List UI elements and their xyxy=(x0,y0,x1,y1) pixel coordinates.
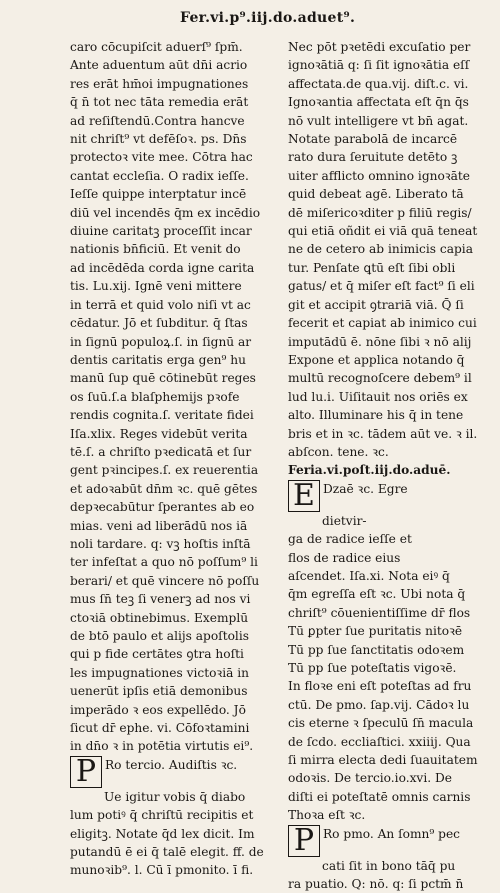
text-line: cēdatur. Jō et ſubditur. q̄ ſtas xyxy=(70,316,248,331)
text-line: aſcendet. Iſa.xi. Nota eiꝰ q̄ xyxy=(288,568,450,583)
text-line: protectoꝛ vite mee. Cōtra hac xyxy=(70,150,253,165)
text-line: Tū pp ſue ſanctitatis odoꝛem xyxy=(288,642,465,657)
section-heading: Feria.vi.poſt.iij.do.aduē. xyxy=(288,463,451,478)
text-line: Tū ꝑpter ſue puritatis nitoꝛē xyxy=(288,624,463,639)
right-column-lines-after-capital xyxy=(288,530,490,825)
text-line: Tū pp ſue poteſtatis vigoꝛē. xyxy=(288,661,457,675)
text-line: abſcon. tene. ꝛc. xyxy=(288,444,389,459)
text-line: ter infeſtat a quo nō poſſum⁹ li xyxy=(70,555,258,570)
text-line: Thoꝛa eſt ꝛc. xyxy=(288,808,366,823)
text-line: ne de cetero ab inimicis capia xyxy=(288,242,473,257)
right-capital-text-1: Dzaē ꝛc. Egre xyxy=(323,481,408,496)
right-column xyxy=(288,38,490,892)
right-initial-line-1 xyxy=(288,822,490,858)
text-line: Nec pōt pꝛetēdi excuſatio per xyxy=(288,40,471,54)
left-initial-line-2: Ue igitur vobis q̄ diabo xyxy=(104,789,246,804)
text-line: manū ſup quē cōtinebūt reges xyxy=(70,371,256,386)
text-line: ad incēdēda corda igne carita xyxy=(70,260,255,275)
text-line: Ante aduentum aūt dn̄i acrio xyxy=(70,58,248,73)
text-line: dentis caritatis erga gen⁹ hu xyxy=(70,352,246,367)
text-line: nationis bn̄ficiū. Et venit do xyxy=(70,242,241,257)
text-line: rato dura ſeruitute detēto ꝫ xyxy=(288,150,458,165)
text-line: mus ſn̄ teꝫ ſi venerꝫ ad nos vi xyxy=(70,592,251,607)
text-line: diſti ei poteſtatē omnis carnis xyxy=(288,789,471,804)
text-line: bris et in ꝛc. tādem aūt ve. ꝛ il. xyxy=(288,426,478,441)
text-line: noli tardare. q: vꝫ hoſtis inſtā xyxy=(70,536,251,551)
text-line: rendis cognita.ſ. veritate fidei xyxy=(70,408,254,423)
left-initial-line-1 xyxy=(70,753,278,789)
left-column xyxy=(70,38,278,878)
text-line: eligitꝫ. Notate q̄d lex dicit. Im xyxy=(70,826,255,841)
text-line: in dn̄o ꝛ in potētia virtutis ei⁹. xyxy=(70,739,254,754)
initial-capital-p-right: P xyxy=(288,825,320,857)
text-line: diū vel incendēs q̄m ex incēdio xyxy=(70,205,261,220)
text-line: nō vult intelligere vt bn̄ agat. xyxy=(288,113,469,128)
text-line: ſicut dr̄ ephe. vi. Cōfoꝛtamini xyxy=(70,721,250,736)
text-line: quid debeat agē. Liberato tā xyxy=(288,187,464,202)
text-line: Expone et applica notando q̄ xyxy=(288,352,465,367)
text-line: depꝛecabūtur ſperantes ab eo xyxy=(70,500,255,515)
text-line: tis. Lu.xij. Ignē veni mittere xyxy=(70,279,242,294)
text-line: fecerit et capiat ab inimico cui xyxy=(288,316,477,331)
text-line: cis eterne ꝛ ſpeculū ſn̄ macula xyxy=(288,716,474,731)
text-line: munoꝛib⁹. l. Cū ī pmonito. ī fi. xyxy=(70,863,254,878)
text-line: ctoꝛiā obtinebimus. Exemplū xyxy=(70,610,249,625)
text-line: In floꝛe eni eſt poteſtas ad fru xyxy=(288,679,472,694)
text-line: q̄ n̄ tot nec tāta remedia erāt xyxy=(70,95,249,110)
text-line: Ignoꝛantia affectata eſt q̄n q̄s xyxy=(288,95,469,110)
text-line: git et accipit ꝯtrariā viā. Q̄ ſi xyxy=(288,297,464,312)
text-line: nit chriſt⁹ vt defēſoꝛ. ps. Dn̄s xyxy=(70,132,247,147)
left-column-lines-after xyxy=(70,806,278,880)
text-line: ignoꝛātiā q: ſi ſit ignoꝛātia eſſ xyxy=(288,58,470,73)
right-column-lines-after-initial xyxy=(288,875,490,893)
text-line: ſi mirra electa dedi ſuauitatem xyxy=(288,753,478,768)
text-line: qui etiā oñdit ei viā quā teneat xyxy=(288,224,478,239)
text-line: lud lu.i. Uiſitauit nos oriēs ex xyxy=(288,389,468,404)
text-line: Iſa.xlix. Reges videbūt verita xyxy=(70,426,248,441)
left-initial-text-1: Ro tercio. Audiſtis ꝛc. xyxy=(105,757,238,772)
text-line: qui p fide certātes ꝯtra hoſti xyxy=(70,647,244,662)
text-line: lum potiꝰ q̄ chriſtū recipitis et xyxy=(70,808,254,823)
text-line: gatus/ et q̄ miſer eſt fact⁹ ſi eli xyxy=(288,279,475,294)
text-line: q̄m egreſſa eſt ꝛc. Ubi nota q̄ xyxy=(288,587,466,602)
text-line: caro cōcupiſcit aduerſ⁹ ſpm̄. xyxy=(70,40,243,54)
text-line: cantat eccleſia. O radix ieſſe. xyxy=(70,168,249,183)
text-line: imperādo ꝛ eos expellēdo. Jō xyxy=(70,702,246,717)
right-capital-line-1 xyxy=(288,477,490,513)
text-line: chriſt⁹ cōuenientiſſime dr̄ flos xyxy=(288,605,471,620)
text-line: putandū ē ei q̄ talē elegit. ff. de xyxy=(70,845,264,860)
running-header: Fer.vi.p⁹.iij.do.aduet⁹. xyxy=(180,10,356,26)
text-line: odoꝛis. De tercio.io.xvi. De xyxy=(288,771,452,786)
text-line: ctū. De pmo. ſap.vij. Cādoꝛ lu xyxy=(288,697,470,712)
text-line: gent pꝛincipes.ſ. ex reuerentia xyxy=(70,463,259,478)
text-line: res erāt hm̄oi impugnationes xyxy=(70,76,249,91)
right-initial-text-1: Ro pmo. An ſomn⁹ pec xyxy=(323,826,460,841)
text-line: flos de radice eius xyxy=(288,550,401,565)
text-line: diuine caritatꝫ proceſſit incar xyxy=(70,224,252,239)
text-line: ga de radice ieſſe et xyxy=(288,532,412,547)
text-line: alto. Illuminare his q̄ in tene xyxy=(288,408,464,423)
text-line: Notate parabolā de incarcē xyxy=(288,132,458,147)
text-line: multū recognoſcere debem⁹ il xyxy=(288,371,472,386)
text-line: ad reſiſtendū.Contra hancve xyxy=(70,113,245,128)
text-line: et adoꝛabūt dn̄m ꝛc. quē gētes xyxy=(70,481,258,496)
text-line: ra puatio. Q: nō. q: ſi pctm̄ n̄ xyxy=(288,877,464,892)
text-line: affectata.de qua.vij. diſt.c. vi. xyxy=(288,76,469,91)
text-line: berari/ et quē vincere nō poſſu xyxy=(70,573,260,588)
text-line: tē.ſ. a chriſto pꝛedicatā et ſur xyxy=(70,444,252,459)
text-line: in terrā et quid volo niſi vt ac xyxy=(70,297,251,312)
decorated-initial-e: E xyxy=(288,480,320,512)
right-column-lines xyxy=(288,38,490,461)
text-line: uiter afflicto omnino ignoꝛāte xyxy=(288,168,470,183)
text-line: les impugnationes victoꝛiā in xyxy=(70,665,249,680)
text-line: de btō paulo et alijs apoſtolis xyxy=(70,629,249,643)
text-line: mias. veni ad liberādū nos iā xyxy=(70,518,248,533)
text-line: imputādū ē. nōne ſibi ꝛ nō alij xyxy=(288,334,472,349)
text-line: de ſcdo. eccliaſtici. xxiiij. Qua xyxy=(288,734,471,749)
text-line: in ſignū populoꝝ.ſ. in ſignū ar xyxy=(70,334,252,349)
initial-capital-p: P xyxy=(70,756,102,788)
text-line: dē miſericoꝛditer p filiū regis/ xyxy=(288,205,472,220)
right-capital-line-2: dietvir- xyxy=(322,513,367,528)
right-initial-line-2: cati ſit in bono tāq̄ pu xyxy=(322,858,456,873)
text-line: tur. Penſate ꝗtū eſt ſibi obli xyxy=(288,260,456,275)
text-line: Ieſſe quippe interptatur incē xyxy=(70,187,247,202)
left-column-lines xyxy=(70,38,278,756)
text-line: uenerūt ipſis etiā demonibus xyxy=(70,684,248,699)
text-line: os ſuū.ſ.a blaſphemijs pꝛofe xyxy=(70,389,240,404)
